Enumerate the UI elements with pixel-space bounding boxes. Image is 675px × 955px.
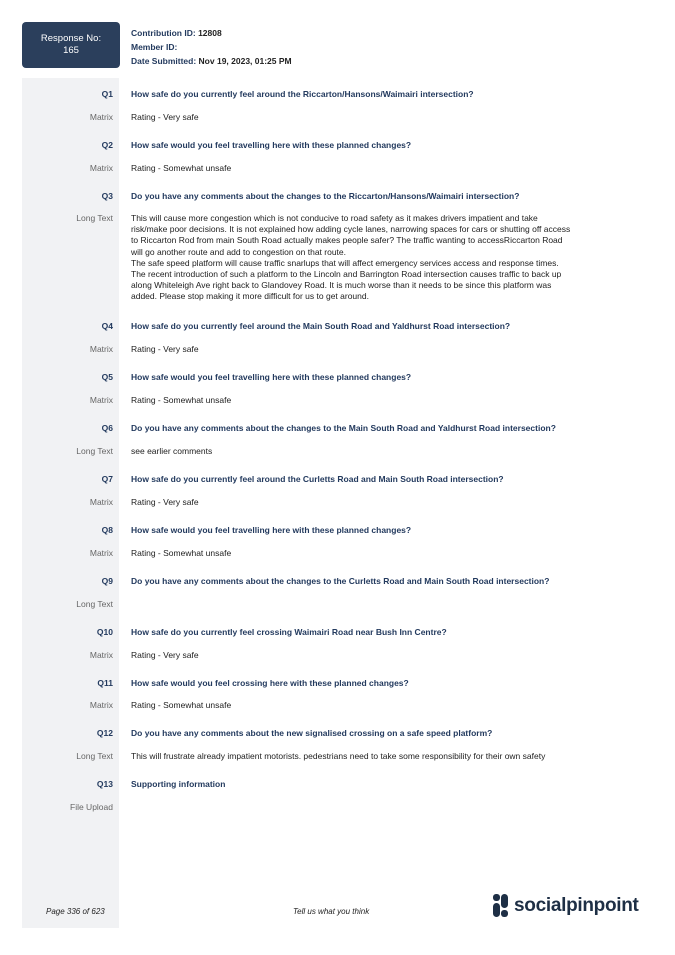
question-text: Supporting information — [131, 779, 226, 789]
question-number: Q5 — [101, 372, 113, 382]
question-number: Q3 — [101, 191, 113, 201]
question-number: Q1 — [101, 89, 113, 99]
question-type: Long Text — [76, 446, 113, 456]
question-text: How safe would you feel crossing here with these planned changes? — [131, 678, 409, 688]
answer-text: This will frustrate already impatient motorists. pedestrians need to take some responsibility for their own safety — [131, 751, 546, 761]
answer-text: Rating - Somewhat unsafe — [131, 548, 232, 558]
question-type: Matrix — [89, 548, 113, 558]
question-text: How safe do you currently feel around the Curletts Road and Main South Road intersection? — [131, 474, 504, 484]
answer-line: This will cause more congestion which is not conducive to road safety as it makes drivers impatient and take — [131, 213, 538, 223]
answer-text: see earlier comments — [131, 446, 213, 456]
question-number: Q2 — [101, 140, 113, 150]
answer-line: The recent introduction of such a platform to the Lincoln and Barrington Road intersection causes traffic to back up — [131, 269, 562, 280]
question-type: Matrix — [89, 700, 113, 710]
question-text: How safe do you currently feel around the Riccarton/Hansons/Waimairi intersection? — [131, 89, 474, 99]
question-number: Q13 — [96, 779, 113, 789]
question-number: Q4 — [101, 321, 113, 331]
contribution-id: 12808 — [198, 28, 222, 38]
answer-text: Rating - Very safe — [131, 344, 199, 354]
question-text: Do you have any comments about the changes to the Curletts Road and Main South Road intersection? — [131, 576, 550, 586]
question-type: Long Text — [76, 599, 113, 609]
question-text: How safe do you currently feel around the Main South Road and Yaldhurst Road intersection? — [131, 321, 511, 331]
question-type: File Upload — [70, 802, 113, 812]
question-type: Matrix — [89, 163, 113, 173]
question-number: Q8 — [101, 525, 113, 535]
question-text: Do you have any comments about the changes to the Riccarton/Hansons/Waimairi intersection? — [131, 191, 520, 201]
answer-line: The safe speed platform will cause traffic snarlups that will affect emergency services access and response times. — [131, 257, 559, 268]
question-number: Q9 — [101, 576, 113, 586]
question-type: Matrix — [89, 344, 113, 354]
contribution-label: Contribution ID: — [131, 28, 196, 38]
answer-text: Rating - Very safe — [131, 112, 199, 122]
question-text: How safe would you feel travelling here with these planned changes? — [131, 525, 412, 535]
answer-text — [131, 213, 631, 303]
question-number: Q7 — [101, 474, 113, 484]
question-type: Matrix — [89, 650, 113, 660]
answer-line: added. Please stop making it more difficult for us to get around. — [131, 291, 369, 302]
pin-logo-icon — [493, 894, 509, 918]
page-number: Page 336 of 623 — [46, 907, 105, 916]
socialpinpoint-logo — [493, 894, 639, 918]
question-type: Matrix — [89, 497, 113, 507]
answer-text: Rating - Somewhat unsafe — [131, 395, 232, 405]
question-text: Do you have any comments about the new signalised crossing on a safe speed platform? — [131, 728, 493, 738]
answer-text: Rating - Very safe — [131, 497, 199, 507]
submission-meta — [131, 26, 292, 68]
brand-name: socialpinpoint — [514, 895, 639, 916]
question-type: Long Text — [76, 213, 113, 223]
question-text: How safe would you feel travelling here with these planned changes? — [131, 372, 412, 382]
member-label: Member ID: — [131, 42, 178, 52]
question-text: How safe would you feel travelling here with these planned changes? — [131, 140, 412, 150]
response-badge — [22, 22, 120, 68]
response-label: Response No: — [40, 33, 102, 44]
date-submitted: Nov 19, 2023, 01:25 PM — [198, 56, 292, 66]
question-text: How safe do you currently feel crossing Waimairi Road near Bush Inn Centre? — [131, 627, 447, 637]
question-number: Q11 — [97, 678, 113, 688]
question-number: Q6 — [101, 423, 113, 433]
question-number: Q10 — [96, 627, 113, 637]
answer-line: along Whiteleigh Ave right back to Glandovey Road. It is much worse than it needs to be since this platform was — [131, 280, 552, 291]
question-number: Q12 — [96, 728, 113, 738]
question-type: Long Text — [76, 751, 113, 761]
question-type: Matrix — [89, 395, 113, 405]
answer-text: Rating - Somewhat unsafe — [131, 163, 232, 173]
footer-tagline: Tell us what you think — [293, 907, 370, 916]
question-type: Matrix — [89, 112, 113, 122]
response-number: 165 — [63, 45, 79, 56]
answer-text: Rating - Somewhat unsafe — [131, 700, 232, 710]
answer-line: risk/make poor decisions. It is not explained how adding cycle lanes, narrowing spaces for cars or shutting off access — [131, 224, 571, 235]
answer-line: will go another route and add to congestion on that route. — [131, 246, 347, 257]
answer-text: Rating - Very safe — [131, 650, 199, 660]
question-text: Do you have any comments about the changes to the Main South Road and Yaldhurst Road intersection? — [131, 423, 556, 433]
answer-line: to Riccarton Rod from main South Road actually makes people safer? The traffic wanting to accessRiccarton Road — [131, 235, 563, 246]
date-label: Date Submitted: — [131, 56, 197, 66]
